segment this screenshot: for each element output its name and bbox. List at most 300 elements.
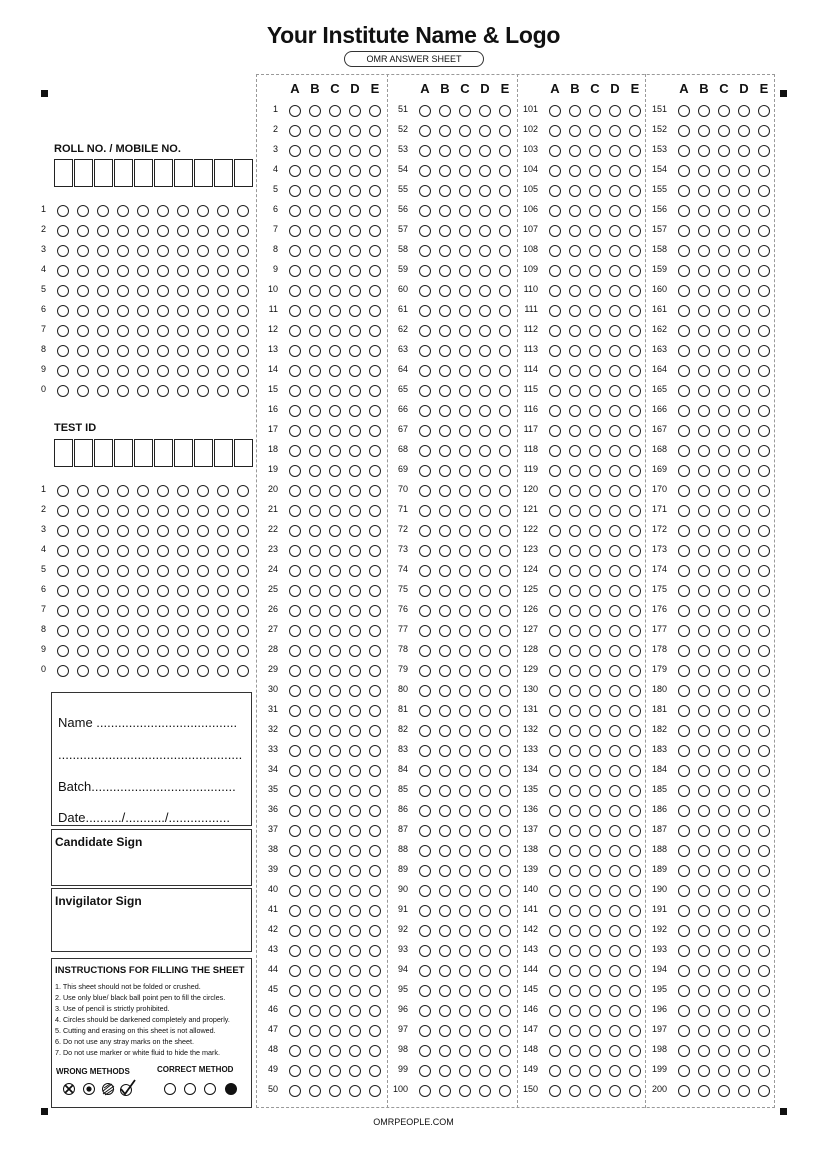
answer-bubble-126-d[interactable] bbox=[609, 605, 621, 617]
digit-bubble[interactable] bbox=[217, 605, 229, 617]
answer-bubble-53-d[interactable] bbox=[479, 145, 491, 157]
digit-bubble[interactable] bbox=[217, 205, 229, 217]
answer-bubble-32-d[interactable] bbox=[349, 725, 361, 737]
answer-bubble-165-d[interactable] bbox=[738, 385, 750, 397]
answer-bubble-81-e[interactable] bbox=[499, 705, 511, 717]
answer-bubble-56-e[interactable] bbox=[499, 205, 511, 217]
digit-bubble[interactable] bbox=[97, 625, 109, 637]
digit-bubble[interactable] bbox=[77, 325, 89, 337]
answer-bubble-142-a[interactable] bbox=[549, 925, 561, 937]
answer-bubble-21-c[interactable] bbox=[329, 505, 341, 517]
answer-bubble-97-a[interactable] bbox=[419, 1025, 431, 1037]
answer-bubble-93-a[interactable] bbox=[419, 945, 431, 957]
digit-bubble[interactable] bbox=[117, 485, 129, 497]
answer-bubble-4-d[interactable] bbox=[349, 165, 361, 177]
answer-bubble-111-e[interactable] bbox=[629, 305, 641, 317]
answer-bubble-52-c[interactable] bbox=[459, 125, 471, 137]
answer-bubble-20-c[interactable] bbox=[329, 485, 341, 497]
answer-bubble-192-b[interactable] bbox=[698, 925, 710, 937]
answer-bubble-119-b[interactable] bbox=[569, 465, 581, 477]
answer-bubble-129-e[interactable] bbox=[629, 665, 641, 677]
answer-bubble-187-b[interactable] bbox=[698, 825, 710, 837]
answer-bubble-95-b[interactable] bbox=[439, 985, 451, 997]
digit-entry-box[interactable] bbox=[134, 439, 153, 467]
answer-bubble-131-b[interactable] bbox=[569, 705, 581, 717]
answer-bubble-113-b[interactable] bbox=[569, 345, 581, 357]
answer-bubble-18-e[interactable] bbox=[369, 445, 381, 457]
answer-bubble-65-a[interactable] bbox=[419, 385, 431, 397]
answer-bubble-159-b[interactable] bbox=[698, 265, 710, 277]
digit-bubble[interactable] bbox=[97, 545, 109, 557]
digit-bubble[interactable] bbox=[217, 305, 229, 317]
answer-bubble-92-c[interactable] bbox=[459, 925, 471, 937]
answer-bubble-67-c[interactable] bbox=[459, 425, 471, 437]
answer-bubble-64-a[interactable] bbox=[419, 365, 431, 377]
answer-bubble-82-b[interactable] bbox=[439, 725, 451, 737]
answer-bubble-96-b[interactable] bbox=[439, 1005, 451, 1017]
answer-bubble-88-b[interactable] bbox=[439, 845, 451, 857]
answer-bubble-136-b[interactable] bbox=[569, 805, 581, 817]
answer-bubble-174-d[interactable] bbox=[738, 565, 750, 577]
answer-bubble-140-c[interactable] bbox=[589, 885, 601, 897]
answer-bubble-163-d[interactable] bbox=[738, 345, 750, 357]
answer-bubble-13-b[interactable] bbox=[309, 345, 321, 357]
answer-bubble-80-b[interactable] bbox=[439, 685, 451, 697]
answer-bubble-35-b[interactable] bbox=[309, 785, 321, 797]
answer-bubble-46-e[interactable] bbox=[369, 1005, 381, 1017]
answer-bubble-114-a[interactable] bbox=[549, 365, 561, 377]
answer-bubble-74-e[interactable] bbox=[499, 565, 511, 577]
answer-bubble-146-b[interactable] bbox=[569, 1005, 581, 1017]
answer-bubble-155-b[interactable] bbox=[698, 185, 710, 197]
answer-bubble-128-d[interactable] bbox=[609, 645, 621, 657]
answer-bubble-133-b[interactable] bbox=[569, 745, 581, 757]
answer-bubble-50-b[interactable] bbox=[309, 1085, 321, 1097]
answer-bubble-6-b[interactable] bbox=[309, 205, 321, 217]
answer-bubble-160-a[interactable] bbox=[678, 285, 690, 297]
answer-bubble-183-d[interactable] bbox=[738, 745, 750, 757]
batch-field[interactable]: Batch........................................ bbox=[58, 779, 236, 794]
digit-bubble[interactable] bbox=[137, 205, 149, 217]
answer-bubble-192-c[interactable] bbox=[718, 925, 730, 937]
answer-bubble-35-c[interactable] bbox=[329, 785, 341, 797]
answer-bubble-182-d[interactable] bbox=[738, 725, 750, 737]
answer-bubble-177-e[interactable] bbox=[758, 625, 770, 637]
answer-bubble-117-d[interactable] bbox=[609, 425, 621, 437]
answer-bubble-72-d[interactable] bbox=[479, 525, 491, 537]
answer-bubble-133-c[interactable] bbox=[589, 745, 601, 757]
answer-bubble-21-d[interactable] bbox=[349, 505, 361, 517]
answer-bubble-179-b[interactable] bbox=[698, 665, 710, 677]
answer-bubble-27-b[interactable] bbox=[309, 625, 321, 637]
answer-bubble-156-e[interactable] bbox=[758, 205, 770, 217]
digit-bubble[interactable] bbox=[177, 385, 189, 397]
answer-bubble-70-b[interactable] bbox=[439, 485, 451, 497]
answer-bubble-137-c[interactable] bbox=[589, 825, 601, 837]
answer-bubble-79-b[interactable] bbox=[439, 665, 451, 677]
answer-bubble-141-b[interactable] bbox=[569, 905, 581, 917]
digit-bubble[interactable] bbox=[57, 565, 69, 577]
digit-bubble[interactable] bbox=[177, 605, 189, 617]
digit-bubble[interactable] bbox=[57, 605, 69, 617]
answer-bubble-14-d[interactable] bbox=[349, 365, 361, 377]
answer-bubble-35-e[interactable] bbox=[369, 785, 381, 797]
answer-bubble-162-d[interactable] bbox=[738, 325, 750, 337]
answer-bubble-158-c[interactable] bbox=[718, 245, 730, 257]
answer-bubble-54-b[interactable] bbox=[439, 165, 451, 177]
digit-bubble[interactable] bbox=[97, 605, 109, 617]
answer-bubble-18-d[interactable] bbox=[349, 445, 361, 457]
answer-bubble-58-c[interactable] bbox=[459, 245, 471, 257]
digit-bubble[interactable] bbox=[77, 225, 89, 237]
answer-bubble-167-c[interactable] bbox=[718, 425, 730, 437]
digit-bubble[interactable] bbox=[197, 625, 209, 637]
answer-bubble-162-c[interactable] bbox=[718, 325, 730, 337]
answer-bubble-101-b[interactable] bbox=[569, 105, 581, 117]
answer-bubble-49-e[interactable] bbox=[369, 1065, 381, 1077]
answer-bubble-55-d[interactable] bbox=[479, 185, 491, 197]
answer-bubble-83-c[interactable] bbox=[459, 745, 471, 757]
answer-bubble-25-b[interactable] bbox=[309, 585, 321, 597]
answer-bubble-169-e[interactable] bbox=[758, 465, 770, 477]
answer-bubble-109-c[interactable] bbox=[589, 265, 601, 277]
answer-bubble-54-d[interactable] bbox=[479, 165, 491, 177]
answer-bubble-93-e[interactable] bbox=[499, 945, 511, 957]
answer-bubble-60-c[interactable] bbox=[459, 285, 471, 297]
answer-bubble-200-b[interactable] bbox=[698, 1085, 710, 1097]
answer-bubble-5-c[interactable] bbox=[329, 185, 341, 197]
answer-bubble-135-e[interactable] bbox=[629, 785, 641, 797]
answer-bubble-167-b[interactable] bbox=[698, 425, 710, 437]
answer-bubble-171-b[interactable] bbox=[698, 505, 710, 517]
answer-bubble-51-c[interactable] bbox=[459, 105, 471, 117]
answer-bubble-193-d[interactable] bbox=[738, 945, 750, 957]
digit-entry-box[interactable] bbox=[174, 159, 193, 187]
answer-bubble-197-b[interactable] bbox=[698, 1025, 710, 1037]
answer-bubble-89-e[interactable] bbox=[499, 865, 511, 877]
answer-bubble-45-a[interactable] bbox=[289, 985, 301, 997]
answer-bubble-7-e[interactable] bbox=[369, 225, 381, 237]
answer-bubble-141-e[interactable] bbox=[629, 905, 641, 917]
answer-bubble-19-d[interactable] bbox=[349, 465, 361, 477]
digit-bubble[interactable] bbox=[177, 205, 189, 217]
digit-bubble[interactable] bbox=[157, 665, 169, 677]
answer-bubble-15-d[interactable] bbox=[349, 385, 361, 397]
answer-bubble-44-b[interactable] bbox=[309, 965, 321, 977]
answer-bubble-198-a[interactable] bbox=[678, 1045, 690, 1057]
answer-bubble-168-b[interactable] bbox=[698, 445, 710, 457]
answer-bubble-109-d[interactable] bbox=[609, 265, 621, 277]
answer-bubble-68-c[interactable] bbox=[459, 445, 471, 457]
answer-bubble-86-b[interactable] bbox=[439, 805, 451, 817]
answer-bubble-57-d[interactable] bbox=[479, 225, 491, 237]
answer-bubble-169-b[interactable] bbox=[698, 465, 710, 477]
answer-bubble-195-c[interactable] bbox=[718, 985, 730, 997]
answer-bubble-65-e[interactable] bbox=[499, 385, 511, 397]
answer-bubble-150-a[interactable] bbox=[549, 1085, 561, 1097]
answer-bubble-179-d[interactable] bbox=[738, 665, 750, 677]
answer-bubble-59-a[interactable] bbox=[419, 265, 431, 277]
answer-bubble-164-d[interactable] bbox=[738, 365, 750, 377]
answer-bubble-78-c[interactable] bbox=[459, 645, 471, 657]
digit-bubble[interactable] bbox=[217, 585, 229, 597]
answer-bubble-91-c[interactable] bbox=[459, 905, 471, 917]
digit-bubble[interactable] bbox=[57, 345, 69, 357]
answer-bubble-13-a[interactable] bbox=[289, 345, 301, 357]
answer-bubble-91-d[interactable] bbox=[479, 905, 491, 917]
answer-bubble-11-b[interactable] bbox=[309, 305, 321, 317]
answer-bubble-34-d[interactable] bbox=[349, 765, 361, 777]
answer-bubble-35-a[interactable] bbox=[289, 785, 301, 797]
answer-bubble-51-a[interactable] bbox=[419, 105, 431, 117]
answer-bubble-18-c[interactable] bbox=[329, 445, 341, 457]
answer-bubble-132-c[interactable] bbox=[589, 725, 601, 737]
answer-bubble-160-b[interactable] bbox=[698, 285, 710, 297]
digit-bubble[interactable] bbox=[57, 285, 69, 297]
digit-bubble[interactable] bbox=[177, 245, 189, 257]
answer-bubble-77-c[interactable] bbox=[459, 625, 471, 637]
answer-bubble-190-e[interactable] bbox=[758, 885, 770, 897]
answer-bubble-41-b[interactable] bbox=[309, 905, 321, 917]
digit-bubble[interactable] bbox=[157, 525, 169, 537]
answer-bubble-172-e[interactable] bbox=[758, 525, 770, 537]
answer-bubble-123-d[interactable] bbox=[609, 545, 621, 557]
answer-bubble-10-a[interactable] bbox=[289, 285, 301, 297]
answer-bubble-190-c[interactable] bbox=[718, 885, 730, 897]
answer-bubble-36-d[interactable] bbox=[349, 805, 361, 817]
answer-bubble-70-e[interactable] bbox=[499, 485, 511, 497]
answer-bubble-148-b[interactable] bbox=[569, 1045, 581, 1057]
answer-bubble-95-a[interactable] bbox=[419, 985, 431, 997]
digit-bubble[interactable] bbox=[57, 205, 69, 217]
answer-bubble-166-c[interactable] bbox=[718, 405, 730, 417]
answer-bubble-116-e[interactable] bbox=[629, 405, 641, 417]
answer-bubble-7-a[interactable] bbox=[289, 225, 301, 237]
answer-bubble-147-a[interactable] bbox=[549, 1025, 561, 1037]
answer-bubble-54-a[interactable] bbox=[419, 165, 431, 177]
answer-bubble-39-c[interactable] bbox=[329, 865, 341, 877]
answer-bubble-37-b[interactable] bbox=[309, 825, 321, 837]
answer-bubble-73-a[interactable] bbox=[419, 545, 431, 557]
answer-bubble-145-b[interactable] bbox=[569, 985, 581, 997]
digit-entry-box[interactable] bbox=[94, 159, 113, 187]
answer-bubble-29-c[interactable] bbox=[329, 665, 341, 677]
answer-bubble-147-e[interactable] bbox=[629, 1025, 641, 1037]
answer-bubble-190-a[interactable] bbox=[678, 885, 690, 897]
answer-bubble-2-d[interactable] bbox=[349, 125, 361, 137]
answer-bubble-163-b[interactable] bbox=[698, 345, 710, 357]
answer-bubble-31-b[interactable] bbox=[309, 705, 321, 717]
answer-bubble-167-a[interactable] bbox=[678, 425, 690, 437]
digit-bubble[interactable] bbox=[237, 525, 249, 537]
digit-bubble[interactable] bbox=[197, 545, 209, 557]
answer-bubble-27-a[interactable] bbox=[289, 625, 301, 637]
digit-bubble[interactable] bbox=[157, 625, 169, 637]
answer-bubble-183-a[interactable] bbox=[678, 745, 690, 757]
answer-bubble-111-b[interactable] bbox=[569, 305, 581, 317]
answer-bubble-97-d[interactable] bbox=[479, 1025, 491, 1037]
answer-bubble-187-e[interactable] bbox=[758, 825, 770, 837]
digit-bubble[interactable] bbox=[237, 585, 249, 597]
answer-bubble-33-e[interactable] bbox=[369, 745, 381, 757]
digit-bubble[interactable] bbox=[57, 225, 69, 237]
answer-bubble-44-a[interactable] bbox=[289, 965, 301, 977]
answer-bubble-47-c[interactable] bbox=[329, 1025, 341, 1037]
answer-bubble-48-b[interactable] bbox=[309, 1045, 321, 1057]
answer-bubble-131-d[interactable] bbox=[609, 705, 621, 717]
answer-bubble-69-e[interactable] bbox=[499, 465, 511, 477]
answer-bubble-189-b[interactable] bbox=[698, 865, 710, 877]
answer-bubble-166-a[interactable] bbox=[678, 405, 690, 417]
answer-bubble-76-e[interactable] bbox=[499, 605, 511, 617]
answer-bubble-3-d[interactable] bbox=[349, 145, 361, 157]
answer-bubble-59-c[interactable] bbox=[459, 265, 471, 277]
digit-bubble[interactable] bbox=[97, 325, 109, 337]
answer-bubble-179-c[interactable] bbox=[718, 665, 730, 677]
answer-bubble-14-a[interactable] bbox=[289, 365, 301, 377]
digit-bubble[interactable] bbox=[177, 325, 189, 337]
digit-bubble[interactable] bbox=[77, 565, 89, 577]
answer-bubble-20-d[interactable] bbox=[349, 485, 361, 497]
answer-bubble-104-e[interactable] bbox=[629, 165, 641, 177]
answer-bubble-79-c[interactable] bbox=[459, 665, 471, 677]
digit-bubble[interactable] bbox=[217, 645, 229, 657]
answer-bubble-10-d[interactable] bbox=[349, 285, 361, 297]
answer-bubble-19-a[interactable] bbox=[289, 465, 301, 477]
digit-bubble[interactable] bbox=[57, 265, 69, 277]
answer-bubble-10-e[interactable] bbox=[369, 285, 381, 297]
answer-bubble-185-c[interactable] bbox=[718, 785, 730, 797]
answer-bubble-68-b[interactable] bbox=[439, 445, 451, 457]
answer-bubble-122-e[interactable] bbox=[629, 525, 641, 537]
digit-bubble[interactable] bbox=[137, 665, 149, 677]
answer-bubble-122-d[interactable] bbox=[609, 525, 621, 537]
answer-bubble-3-a[interactable] bbox=[289, 145, 301, 157]
digit-bubble[interactable] bbox=[57, 245, 69, 257]
answer-bubble-14-e[interactable] bbox=[369, 365, 381, 377]
answer-bubble-142-c[interactable] bbox=[589, 925, 601, 937]
answer-bubble-82-d[interactable] bbox=[479, 725, 491, 737]
answer-bubble-119-c[interactable] bbox=[589, 465, 601, 477]
answer-bubble-17-e[interactable] bbox=[369, 425, 381, 437]
answer-bubble-133-a[interactable] bbox=[549, 745, 561, 757]
answer-bubble-139-c[interactable] bbox=[589, 865, 601, 877]
answer-bubble-166-d[interactable] bbox=[738, 405, 750, 417]
digit-bubble[interactable] bbox=[117, 525, 129, 537]
answer-bubble-162-e[interactable] bbox=[758, 325, 770, 337]
answer-bubble-146-c[interactable] bbox=[589, 1005, 601, 1017]
answer-bubble-101-d[interactable] bbox=[609, 105, 621, 117]
answer-bubble-98-b[interactable] bbox=[439, 1045, 451, 1057]
answer-bubble-106-b[interactable] bbox=[569, 205, 581, 217]
digit-bubble[interactable] bbox=[77, 245, 89, 257]
answer-bubble-71-c[interactable] bbox=[459, 505, 471, 517]
answer-bubble-188-b[interactable] bbox=[698, 845, 710, 857]
answer-bubble-112-b[interactable] bbox=[569, 325, 581, 337]
answer-bubble-81-c[interactable] bbox=[459, 705, 471, 717]
digit-bubble[interactable] bbox=[237, 325, 249, 337]
answer-bubble-171-d[interactable] bbox=[738, 505, 750, 517]
answer-bubble-22-b[interactable] bbox=[309, 525, 321, 537]
digit-bubble[interactable] bbox=[157, 305, 169, 317]
digit-bubble[interactable] bbox=[157, 645, 169, 657]
answer-bubble-92-d[interactable] bbox=[479, 925, 491, 937]
digit-bubble[interactable] bbox=[237, 545, 249, 557]
answer-bubble-54-c[interactable] bbox=[459, 165, 471, 177]
answer-bubble-124-b[interactable] bbox=[569, 565, 581, 577]
answer-bubble-53-a[interactable] bbox=[419, 145, 431, 157]
answer-bubble-91-a[interactable] bbox=[419, 905, 431, 917]
answer-bubble-157-d[interactable] bbox=[738, 225, 750, 237]
answer-bubble-124-a[interactable] bbox=[549, 565, 561, 577]
answer-bubble-123-b[interactable] bbox=[569, 545, 581, 557]
answer-bubble-151-e[interactable] bbox=[758, 105, 770, 117]
answer-bubble-16-d[interactable] bbox=[349, 405, 361, 417]
answer-bubble-23-d[interactable] bbox=[349, 545, 361, 557]
answer-bubble-159-a[interactable] bbox=[678, 265, 690, 277]
answer-bubble-97-e[interactable] bbox=[499, 1025, 511, 1037]
answer-bubble-165-c[interactable] bbox=[718, 385, 730, 397]
answer-bubble-128-b[interactable] bbox=[569, 645, 581, 657]
digit-bubble[interactable] bbox=[137, 325, 149, 337]
answer-bubble-172-b[interactable] bbox=[698, 525, 710, 537]
answer-bubble-62-d[interactable] bbox=[479, 325, 491, 337]
answer-bubble-114-b[interactable] bbox=[569, 365, 581, 377]
answer-bubble-152-c[interactable] bbox=[718, 125, 730, 137]
answer-bubble-138-c[interactable] bbox=[589, 845, 601, 857]
answer-bubble-134-a[interactable] bbox=[549, 765, 561, 777]
answer-bubble-183-b[interactable] bbox=[698, 745, 710, 757]
answer-bubble-95-c[interactable] bbox=[459, 985, 471, 997]
digit-bubble[interactable] bbox=[217, 345, 229, 357]
answer-bubble-88-a[interactable] bbox=[419, 845, 431, 857]
answer-bubble-152-a[interactable] bbox=[678, 125, 690, 137]
answer-bubble-159-c[interactable] bbox=[718, 265, 730, 277]
answer-bubble-148-a[interactable] bbox=[549, 1045, 561, 1057]
answer-bubble-104-c[interactable] bbox=[589, 165, 601, 177]
answer-bubble-170-d[interactable] bbox=[738, 485, 750, 497]
answer-bubble-68-d[interactable] bbox=[479, 445, 491, 457]
digit-bubble[interactable] bbox=[177, 505, 189, 517]
answer-bubble-106-a[interactable] bbox=[549, 205, 561, 217]
answer-bubble-31-e[interactable] bbox=[369, 705, 381, 717]
answer-bubble-155-e[interactable] bbox=[758, 185, 770, 197]
digit-bubble[interactable] bbox=[197, 485, 209, 497]
answer-bubble-108-c[interactable] bbox=[589, 245, 601, 257]
digit-entry-box[interactable] bbox=[174, 439, 193, 467]
digit-bubble[interactable] bbox=[97, 245, 109, 257]
digit-bubble[interactable] bbox=[217, 325, 229, 337]
answer-bubble-57-e[interactable] bbox=[499, 225, 511, 237]
answer-bubble-87-b[interactable] bbox=[439, 825, 451, 837]
answer-bubble-134-c[interactable] bbox=[589, 765, 601, 777]
digit-bubble[interactable] bbox=[57, 365, 69, 377]
digit-bubble[interactable] bbox=[197, 585, 209, 597]
answer-bubble-145-c[interactable] bbox=[589, 985, 601, 997]
answer-bubble-197-d[interactable] bbox=[738, 1025, 750, 1037]
answer-bubble-14-b[interactable] bbox=[309, 365, 321, 377]
answer-bubble-148-c[interactable] bbox=[589, 1045, 601, 1057]
answer-bubble-7-c[interactable] bbox=[329, 225, 341, 237]
answer-bubble-192-d[interactable] bbox=[738, 925, 750, 937]
answer-bubble-75-a[interactable] bbox=[419, 585, 431, 597]
answer-bubble-129-a[interactable] bbox=[549, 665, 561, 677]
answer-bubble-146-d[interactable] bbox=[609, 1005, 621, 1017]
digit-bubble[interactable] bbox=[217, 625, 229, 637]
answer-bubble-178-c[interactable] bbox=[718, 645, 730, 657]
answer-bubble-126-a[interactable] bbox=[549, 605, 561, 617]
answer-bubble-145-d[interactable] bbox=[609, 985, 621, 997]
